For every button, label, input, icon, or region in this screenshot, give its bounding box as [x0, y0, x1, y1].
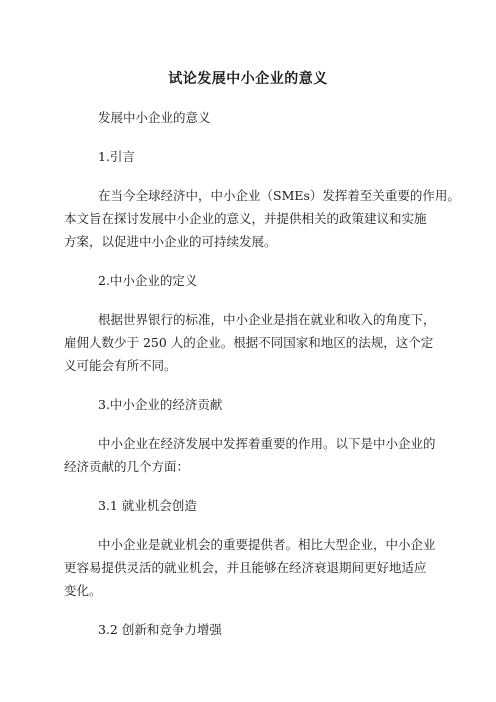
paragraph-line: 本文旨在探讨发展中小企业的意义，并提供相关的政策建议和实施 — [64, 211, 427, 226]
paragraph-line: 根据世界银行的标准，中小企业是指在就业和收入的角度下， — [98, 312, 436, 327]
paragraph-subtitle: 发展中小企业的意义 — [98, 110, 211, 125]
paragraph-line: 中小企业在经济发展中发挥着重要的作用。以下是中小企业的 — [98, 436, 436, 451]
heading-innovation: 3.2 创新和竞争力增强 — [98, 622, 222, 637]
heading-definition: 2.中小企业的定义 — [98, 273, 198, 288]
paragraph-line: 方案，以促进中小企业的可持续发展。 — [64, 234, 277, 249]
paragraph-line: 雇佣人数少于 250 人的企业。根据不同国家和地区的法规，这个定 — [64, 335, 434, 350]
heading-economic-contribution: 3.中小企业的经济贡献 — [98, 397, 223, 412]
paragraph-line: 变化。 — [64, 583, 102, 598]
paragraph-line: 中小企业是就业机会的重要提供者。相比大型企业，中小企业 — [98, 537, 436, 552]
heading-employment: 3.1 就业机会创造 — [98, 498, 197, 513]
paragraph-line: 在当今全球经济中，中小企业（SMEs）发挥着至关重要的作用。 — [98, 188, 460, 203]
paragraph-line: 义可能会有所不同。 — [64, 358, 177, 373]
paragraph-line: 更容易提供灵活的就业机会，并且能够在经济衰退期间更好地适应 — [64, 560, 427, 575]
document-title: 试论发展中小企业的意义 — [168, 71, 328, 87]
paragraph-line: 经济贡献的几个方面： — [64, 459, 190, 474]
heading-introduction: 1.引言 — [98, 149, 135, 164]
